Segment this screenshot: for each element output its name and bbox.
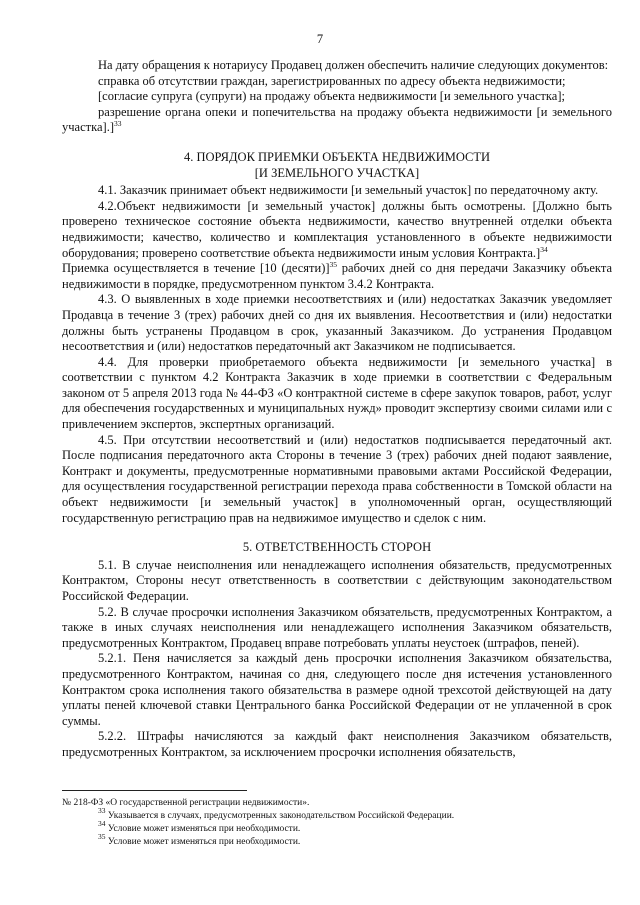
section4-heading bbox=[62, 150, 612, 181]
intro-paragraph: На дату обращения к нотариусу Продавец должен обеспечить наличие следующих документов: bbox=[98, 58, 609, 72]
intro-item-guardianship: разрешение органа опеки и попечительства на продажу объекта недвижимости [и земельного участка].]$^{33}$ bbox=[62, 104, 612, 135]
page-number: 7 bbox=[316, 32, 324, 46]
footnote-35: $^{35}$ Условие может изменяться при необходимости. bbox=[98, 832, 301, 847]
intro-item-spouse-consent: [согласие супруга (супруги) на продажу объекта недвижимости [и земельного участка]; bbox=[98, 89, 565, 104]
clause-5-2: 5.2. В случае просрочки исполнения Заказчиком обязательств, предусмотренных Контрактом, а также в иных случаях неисполнения или ненадлежащего исполнения Заказчиком обязательств, предусмотренных Контрактом, Продавец вправе потребовать уплаты неустоек (штрафов, пеней). bbox=[62, 604, 612, 650]
footnote-divider bbox=[62, 790, 247, 791]
clause-5-2-2: 5.2.2. Штрафы начисляются за каждый факт неисполнения Заказчиком обязательств, предусмотренных Контрактом, за исключением просрочки исполнения обязательств, bbox=[62, 729, 612, 759]
clause-4-2-acceptance: Приемка осуществляется в течение [10 (десяти)]$^{35}$ рабочих дней со дня передачи Заказчику объекта недвижимости в порядке, предусмотренном пунктом 3.4.2 Контракта. bbox=[62, 260, 612, 291]
clause-5-1: 5.1. В случае неисполнения или ненадлежащего исполнения обязательств, предусмотренных Контрактом, Стороны несут ответственность в соответствии с действующим законодательством Российской Федерации. bbox=[62, 557, 612, 603]
document-body bbox=[62, 58, 612, 761]
clause-4-1: 4.1. Заказчик принимает объект недвижимости [и земельный участок] по передаточному акту. bbox=[98, 183, 599, 198]
clause-4-5: 4.5. При отсутствии несоответствий и (или) недостатков подписывается передаточный акт. После подписания передаточного акта Стороны в течение 3 (трех) рабочих дней подают заявление, Контракт и документы, предусмотренные нормативными правовыми актами Российской Федерации, для осуществления государственной регистрации перехода права собственности в Томской области на объект недвижимости [и земельный участок] в уполномоченный орган, осуществляющий государственную регистрацию прав на недвижимое имущество и сделок с ним. bbox=[62, 432, 612, 525]
footnote-33: $^{33}$ Указывается в случаях, предусмотренных законодательством Российской Федерации. bbox=[98, 806, 455, 821]
footnotes bbox=[62, 790, 612, 849]
footnote-34: $^{34}$ Условие может изменяться при необходимости. bbox=[98, 819, 301, 834]
clause-4-4: 4.4. Для проверки приобретаемого объекта недвижимости [и земельного участка] в соответствии с пунктом 4.2 Контракта Заказчик в ходе приемки в соответствии с Федеральным законом от 5 апреля 2013 года № 44-ФЗ «О контрактной системе в сфере закупок товаров, работ, услуг для обеспечения государственных и муниципальных нужд» проводит экспертизу своими силами или с привлечением экспертов, экспертных организаций. bbox=[62, 354, 612, 432]
footnote-ref-34: 34 bbox=[540, 244, 548, 254]
section4-title-line2: [И ЗЕМЕЛЬНОГО УЧАСТКА] bbox=[254, 165, 420, 180]
section4-title-line1: 4. ПОРЯДОК ПРИЕМКИ ОБЪЕКТА НЕДВИЖИМОСТИ bbox=[183, 149, 491, 164]
footnote-ref-35: 35 bbox=[329, 260, 338, 270]
clause-4-2: 4.2.Объект недвижимости [и земельный участок] должны быть осмотрены. [Должно быть проверено техническое состояние объекта недвижимости, качество внутренней отделки объекта недвижимости; качество, количество и комплектация установленного в объекте недвижимости оборудования; проверено соответствие объекта недвижимости иным условия Контракта.]$^{34}$ bbox=[62, 198, 612, 260]
section5-heading bbox=[62, 540, 612, 556]
footnote-ref-33: 33 bbox=[113, 119, 122, 129]
clause-5-2-1: 5.2.1. Пеня начисляется за каждый день просрочки исполнения Заказчиком обязательства, предусмотренного Контрактом, начиная со дня, следующего после дня истечения установленного Контрактом срока исполнения такого обязательства в размере одной трехсотой действующей на дату уплаты пеней ключевой ставки Центрального банка Российской Федерации от не уплаченной в срок суммы. bbox=[62, 651, 612, 728]
clause-4-3: 4.3. О выявленных в ходе приемки несоответствиях и (или) недостатках Заказчик уведомляет Продавца в течение 3 (трех) рабочих дней со дня их выявления. Несоответствия и (или) недостатки должны быть устранены Продавцом в срок, указанный Заказчиком. До устранения Продавцом несоответствия и (или) недостатков передаточный акт Заказчиком не подписывается. bbox=[62, 292, 612, 354]
footnote-continuation: № 218-ФЗ «О государственной регистрации недвижимости». bbox=[62, 798, 310, 808]
section5-title: 5. ОТВЕТСТВЕННОСТЬ СТОРОН bbox=[242, 540, 432, 555]
intro-item-certificate: справка об отсутствии граждан, зарегистрированных по адресу объекта недвижимости; bbox=[98, 73, 566, 88]
